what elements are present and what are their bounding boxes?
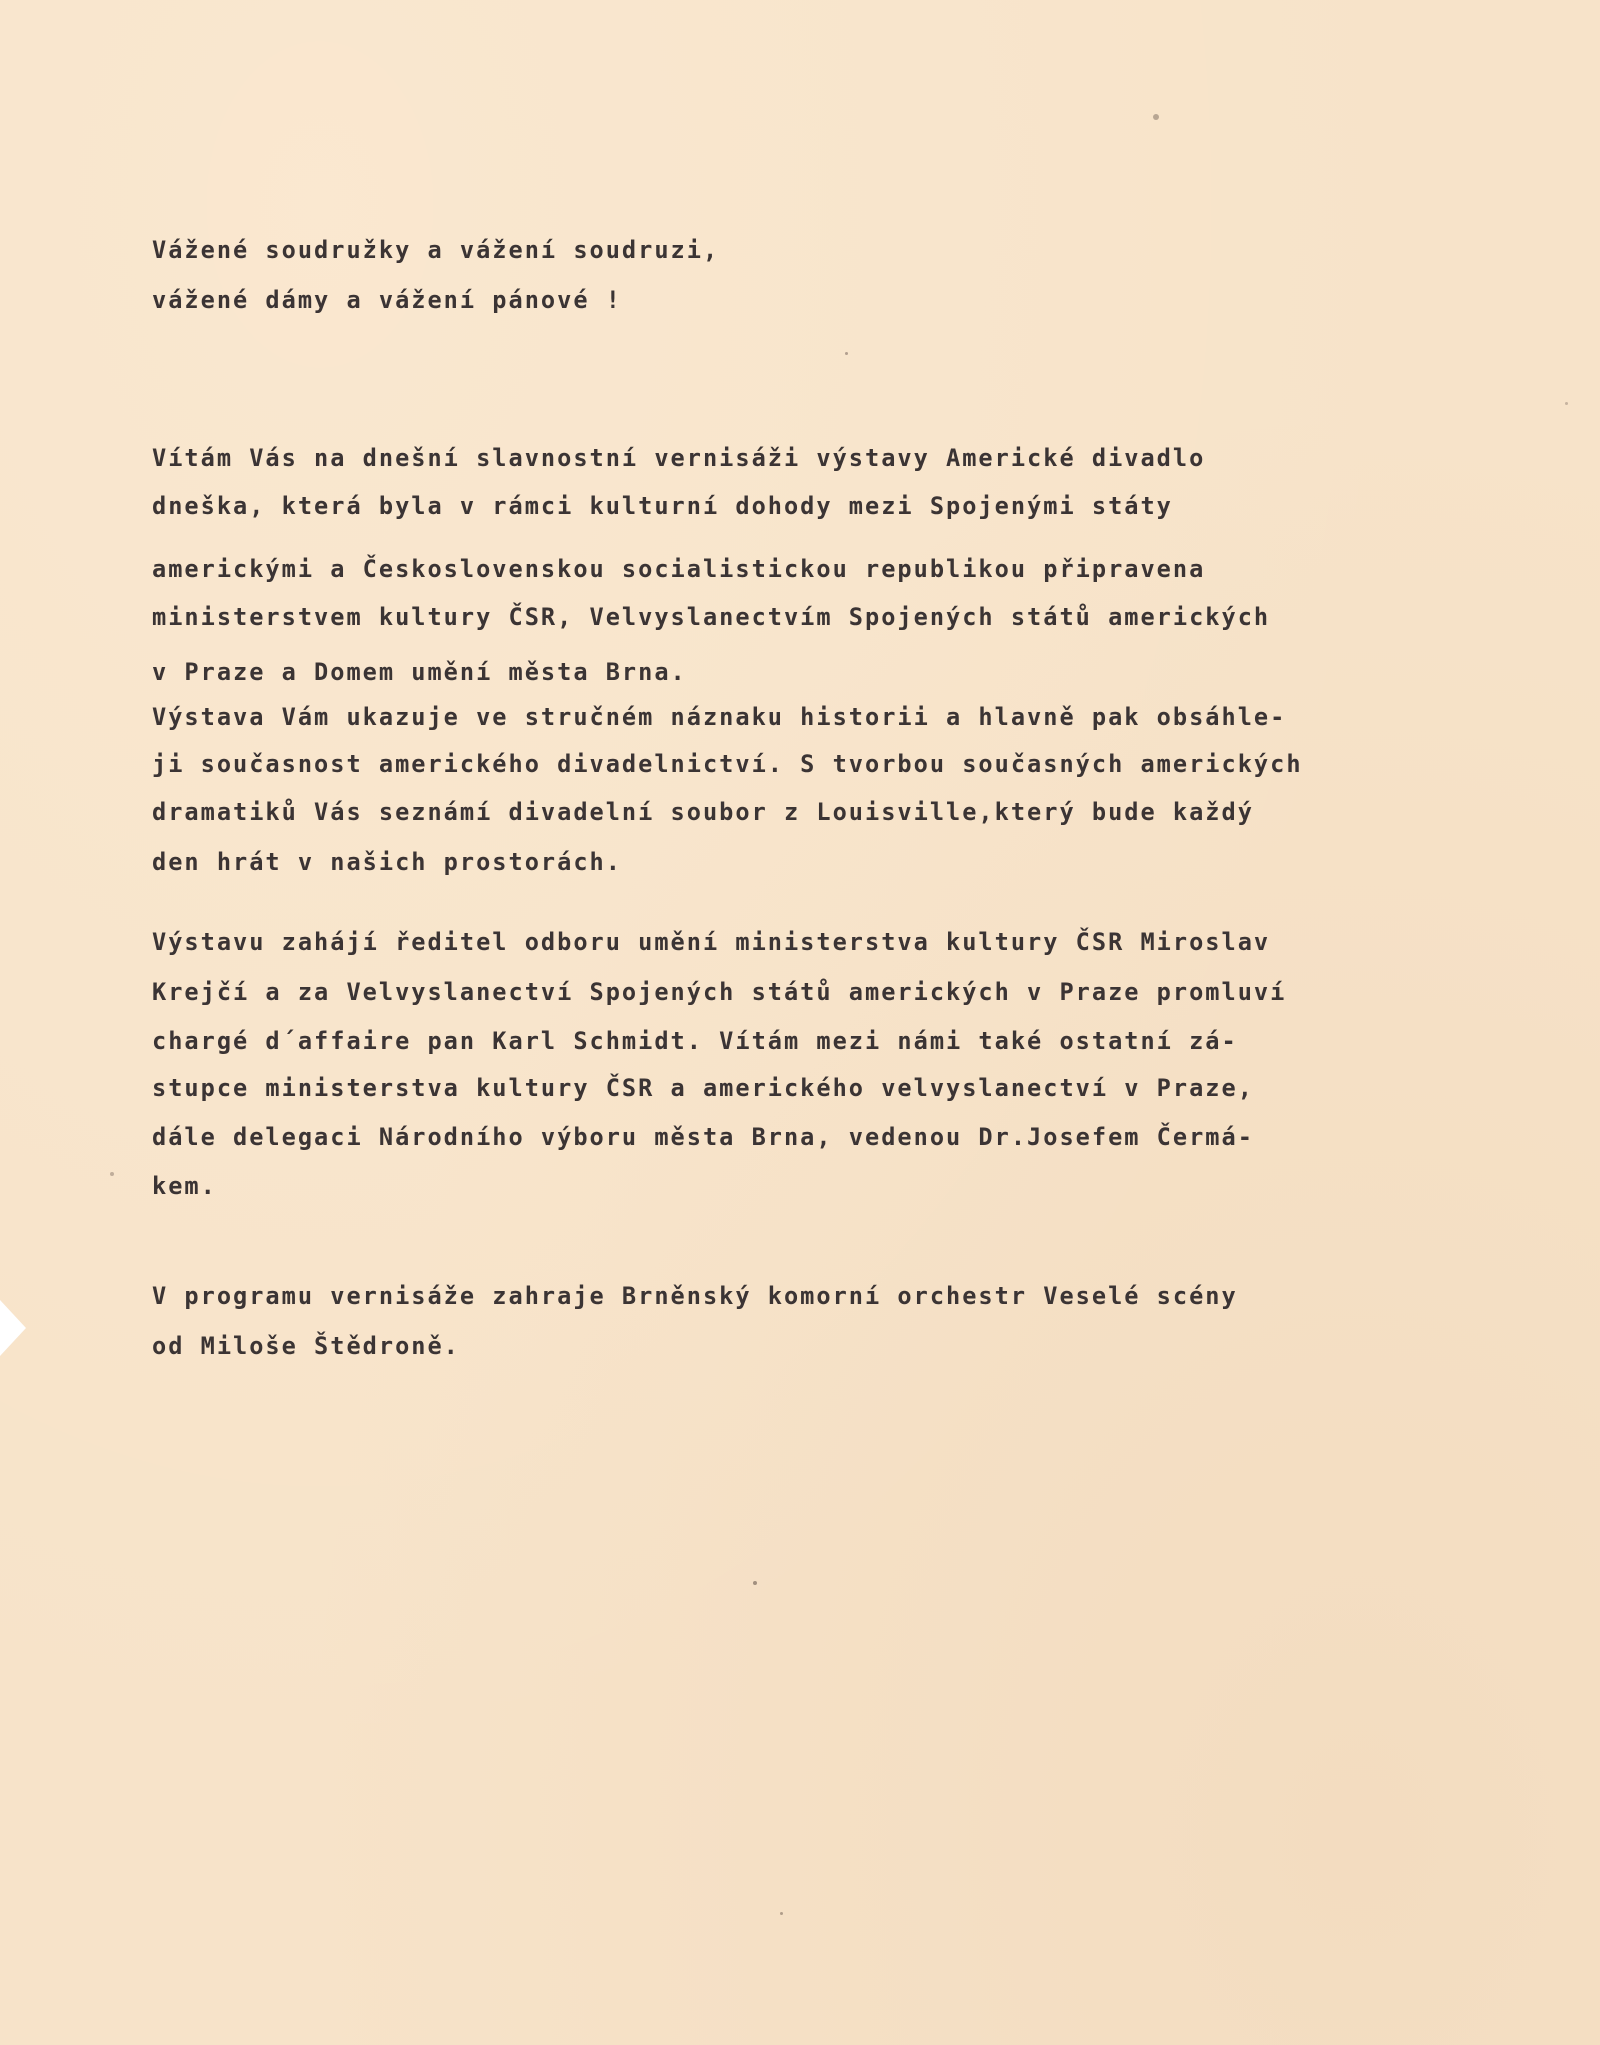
paragraph-1-line-3: americkými a Československou socialistickou republikou připravena	[152, 555, 1206, 583]
paragraph-1-line-8: dramatiků Vás seznámí divadelní soubor z Louisville,který bude každý	[152, 798, 1254, 826]
paragraph-1-line-1: Vítám Vás na dnešní slavnostní vernisáži výstavy Americké divadlo	[152, 444, 1206, 472]
paragraph-2-line-5: dále delegaci Národního výboru města Brna, vedenou Dr.Josefem Čermá-	[152, 1123, 1254, 1151]
paper-speck	[845, 352, 848, 355]
paragraph-2-line-3: chargé d´affaire pan Karl Schmidt. Vítám mezi námi také ostatní zá-	[152, 1027, 1238, 1055]
paragraph-1-line-9: den hrát v našich prostorách.	[152, 848, 622, 876]
paragraph-2-line-2: Krejčí a za Velvyslanectví Spojených států amerických v Praze promluví	[152, 978, 1287, 1006]
paragraph-2-line-4: stupce ministerstva kultury ČSR a amerického velvyslanectví v Praze,	[152, 1074, 1254, 1102]
paragraph-3-line-2: od Miloše Štědroně.	[152, 1332, 460, 1360]
paper-speck	[1153, 114, 1159, 120]
paragraph-3-line-1: V programu vernisáže zahraje Brněnský komorní orchestr Veselé scény	[152, 1282, 1238, 1310]
page-edge-notch	[0, 1300, 26, 1356]
paper-speck	[753, 1581, 757, 1585]
salutation-line-2: vážené dámy a vážení pánové !	[152, 286, 622, 314]
paragraph-1-line-4: ministerstvem kultury ČSR, Velvyslanectvím Spojených států amerických	[152, 603, 1271, 631]
paper-speck	[780, 1912, 783, 1915]
paragraph-1-line-5: v Praze a Domem umění města Brna.	[152, 658, 687, 686]
salutation-line-1: Vážené soudružky a vážení soudruzi,	[152, 236, 720, 264]
paragraph-1-line-6: Výstava Vám ukazuje ve stručném náznaku historii a hlavně pak obsáhle-	[152, 703, 1287, 731]
paper-speck	[110, 1172, 114, 1176]
paragraph-1-line-7: ji současnost amerického divadelnictví. S tvorbou současných amerických	[152, 750, 1303, 778]
paragraph-1-line-2: dneška, která byla v rámci kulturní dohody mezi Spojenými státy	[152, 492, 1173, 520]
paragraph-2-line-1: Výstavu zahájí ředitel odboru umění ministerstva kultury ČSR Miroslav	[152, 928, 1271, 956]
paper-speck	[1565, 402, 1568, 405]
paragraph-2-line-6: kem.	[152, 1172, 217, 1200]
